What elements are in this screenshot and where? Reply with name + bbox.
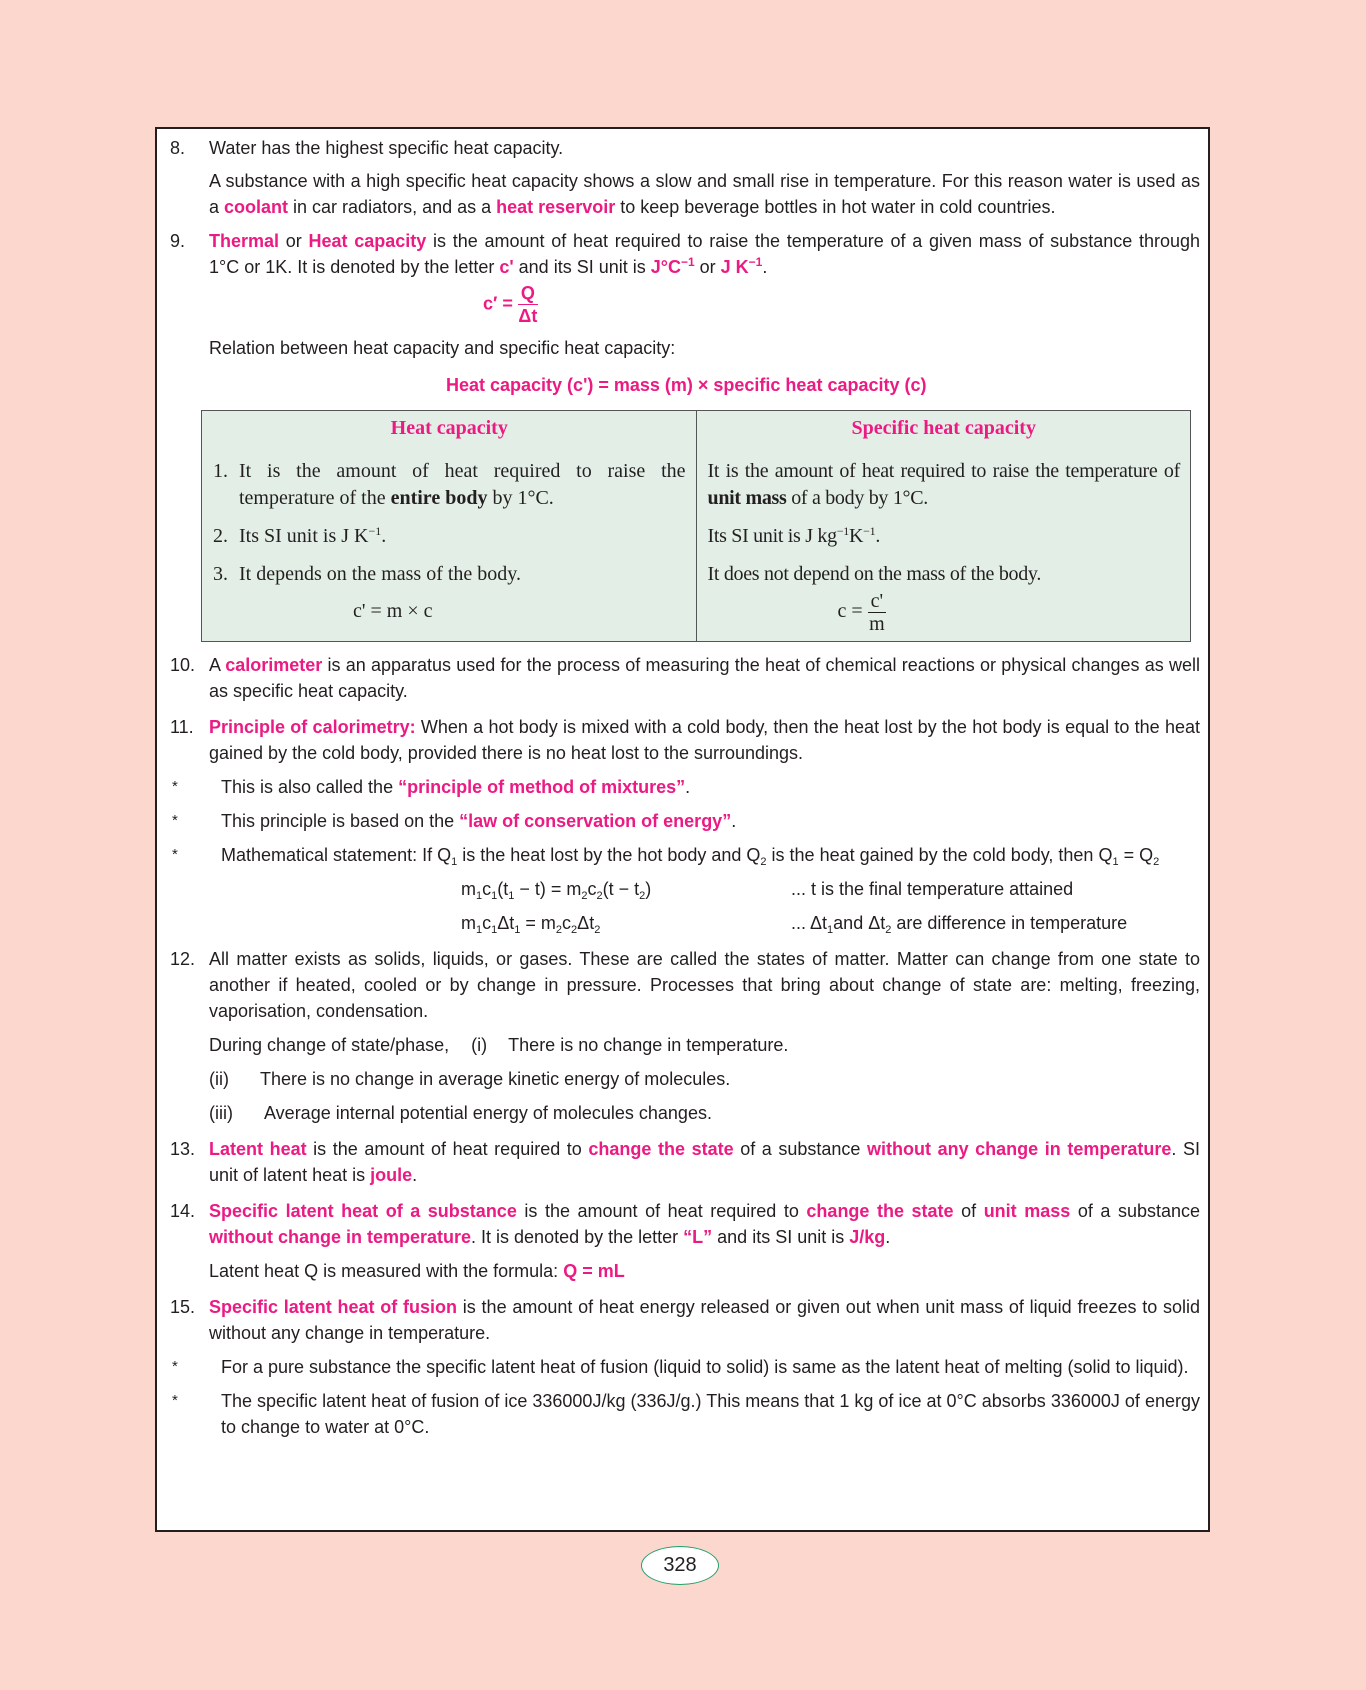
highlight-term: Q = mL (563, 1261, 625, 1281)
subscript: 2 (594, 924, 601, 936)
highlight-term: c' (499, 257, 514, 277)
text-run: Δt (577, 913, 595, 933)
point-text: Average internal potential energy of molecules changes. (264, 1103, 712, 1123)
text-run: . (885, 1227, 891, 1247)
text-run: It is the amount of heat required to raise the temperature of the (239, 460, 686, 509)
formula-heat-capacity (483, 282, 1200, 327)
equation-note (791, 910, 1127, 936)
highlight-term: without change in temperature (209, 1227, 472, 1247)
subscript: 2 (1153, 856, 1160, 868)
denominator: Δt (518, 306, 538, 326)
subscript: 1 (491, 924, 498, 936)
table-formula (838, 590, 1181, 635)
item-number: 8. (170, 138, 186, 158)
relation-formula: Heat capacity (c') = mass (m) × specific heat capacity (c) (446, 375, 927, 395)
item-number: 10. (170, 655, 196, 675)
table-point (708, 458, 1181, 512)
point-text: There is no change in temperature. (508, 1035, 789, 1055)
highlight-term: joule (370, 1165, 413, 1185)
phase-point (209, 1100, 1200, 1126)
highlight-term: −1 (680, 255, 695, 269)
subscript: 2 (885, 924, 892, 936)
text-run: It depends on the mass of the body. (239, 563, 521, 585)
highlight-term: heat reservoir (496, 197, 616, 217)
subscript: 2 (760, 856, 767, 868)
text-run: is the heat lost by the hot body and Q (457, 845, 761, 865)
formula-lhs: c = (837, 600, 863, 623)
table-point (708, 561, 1181, 588)
item-number: 12. (170, 949, 196, 969)
highlight-term: Thermal (209, 231, 280, 251)
text-run: Δt (497, 913, 515, 933)
highlight-term: J°C (650, 257, 681, 277)
highlight-term: coolant (224, 197, 289, 217)
bullet-item (170, 1354, 1200, 1380)
highlight-term: unit mass (983, 1201, 1071, 1221)
table-point (213, 523, 686, 550)
text-run: entire body (390, 487, 488, 509)
bullet-star-icon: * (172, 778, 178, 795)
text-run: unit mass (707, 487, 787, 509)
text-run: and its SI unit is (712, 1227, 850, 1247)
content-box (155, 127, 1210, 1532)
text-run: (t (497, 879, 509, 899)
text-run: It is the amount of heat required to raise the temperature of (707, 460, 1180, 482)
subscript: 2 (639, 890, 646, 902)
item-number: 15. (170, 1297, 196, 1317)
paragraph (209, 168, 1200, 220)
bullet-item (170, 1388, 1200, 1440)
text-run: . SI unit of latent heat is (209, 1139, 1200, 1185)
item-number: 13. (170, 1139, 196, 1159)
highlight-term: −1 (748, 255, 763, 269)
text-run: . (381, 525, 387, 547)
text-run: c (587, 879, 597, 899)
subscript: 1 (476, 890, 483, 902)
math-line (209, 876, 1200, 902)
point-number: (i) (471, 1035, 488, 1055)
text-run: = m (520, 913, 556, 933)
subscript: 2 (581, 890, 588, 902)
numerator: Q (518, 282, 538, 305)
table-header: Heat capacity (202, 411, 697, 449)
text-run: Its SI unit is J kg (707, 525, 837, 547)
text-run: m (461, 913, 476, 933)
text-run: by 1°C. (487, 487, 554, 509)
point-number: (iii) (209, 1103, 233, 1123)
text-run: to keep beverage bottles in hot water in cold countries. (615, 197, 1056, 217)
text-run: ... t is the final temperature attained (791, 879, 1074, 899)
text-run: is an apparatus used for the process of measuring the heat of chemical reactions or physical changes as well as specific heat capacity. (209, 655, 1201, 701)
phase-point (209, 1066, 1200, 1092)
paragraph (209, 714, 1200, 766)
item-15 (170, 1294, 1200, 1440)
text-run: of (953, 1201, 984, 1221)
text-run: are difference in temperature (891, 913, 1128, 933)
superscript: −1 (368, 524, 382, 538)
text-run: The specific latent heat of fusion of ice 336000J/kg (336J/g.) This means that 1 kg of ice at 0°C absorbs 336000J of energy to change to water at 0°C. (221, 1391, 1200, 1437)
highlight-term: J/kg (849, 1227, 886, 1247)
highlight-term: Latent heat (209, 1139, 307, 1159)
text-run: c (562, 913, 572, 933)
text-run: Mathematical statement: If Q (221, 845, 452, 865)
highlight-term: J K (720, 257, 749, 277)
item-9 (170, 228, 1200, 642)
text-run: . It is denoted by the letter (471, 1227, 684, 1247)
text-run: . (762, 257, 768, 277)
text-run: is the amount of heat required to (516, 1201, 807, 1221)
latent-heat-formula (209, 1258, 1200, 1284)
paragraph (209, 1294, 1200, 1346)
equation (209, 910, 791, 936)
highlight-term: without any change in temperature (867, 1139, 1172, 1159)
paragraph (209, 1198, 1200, 1250)
phase-change-lead (209, 1032, 1200, 1058)
formula-lhs: c′ = (483, 293, 513, 314)
superscript: −1 (836, 524, 849, 538)
text-run: of a body by 1°C. (786, 487, 928, 509)
paragraph (209, 135, 1200, 161)
text-run: m (461, 879, 476, 899)
point-number: 1. (213, 460, 228, 482)
text-run: = Q (1118, 845, 1154, 865)
point-number: 2. (213, 525, 228, 547)
text-run: and its SI unit is (513, 257, 651, 277)
paragraph (209, 652, 1200, 704)
item-11 (170, 714, 1200, 936)
text-run: (t − t (602, 879, 640, 899)
subscript: 2 (571, 924, 578, 936)
bullet-item (170, 842, 1200, 868)
subscript: 1 (514, 924, 521, 936)
relation-text: Relation between heat capacity and specific heat capacity: (209, 338, 676, 358)
text-run: It does not depend on the mass of the body. (707, 563, 1042, 585)
text-run: . (731, 811, 737, 831)
text-run: and Δt (833, 913, 886, 933)
table-formula: c' = m × c (353, 600, 433, 622)
highlight-term: Specific latent heat of fusion (209, 1297, 458, 1317)
subscript: 1 (476, 924, 483, 936)
fraction (518, 282, 538, 327)
subscript: 1 (1112, 856, 1119, 868)
text-run: This principle is based on the (221, 811, 460, 831)
point-text: There is no change in average kinetic energy of molecules. (260, 1069, 731, 1089)
highlight-term: Heat capacity (308, 231, 427, 251)
highlight-term: Principle of calorimetry: (209, 717, 416, 737)
bullet-item (170, 808, 1200, 834)
math-line (209, 910, 1200, 936)
fraction (868, 590, 886, 635)
text-run: Water has the highest specific heat capacity. (209, 138, 564, 158)
subscript: 2 (596, 890, 603, 902)
text-run: A (209, 655, 226, 675)
highlight-term: change the state (588, 1139, 734, 1159)
highlight-term: change the state (806, 1201, 954, 1221)
bullet-star-icon: * (172, 1358, 178, 1375)
item-12 (170, 946, 1200, 1126)
comparison-table (201, 410, 1191, 642)
subscript: 1 (827, 924, 834, 936)
point-number: 3. (213, 563, 228, 585)
text-run: . (875, 525, 881, 547)
lead-text: During change of state/phase, (209, 1035, 450, 1055)
table-header: Specific heat capacity (696, 411, 1191, 449)
subscript: 1 (508, 890, 515, 902)
bullet-star-icon: * (172, 812, 178, 829)
text-run: ) (645, 879, 652, 899)
text-run: Its SI unit is J K (239, 525, 369, 547)
paragraph (209, 1136, 1200, 1188)
table-point (708, 523, 1181, 550)
highlight-term: “L” (683, 1227, 713, 1247)
bullet-star-icon: * (172, 846, 178, 863)
point-number: (ii) (209, 1069, 229, 1089)
text-run: When a hot body is mixed with a cold body, then the heat lost by the hot body is equal to the heat gained by the cold body, provided there is no heat lost to the surroundings. (209, 717, 1200, 763)
text-run: or (279, 231, 309, 251)
bullet-star-icon: * (172, 1392, 178, 1409)
table-cell-heat-capacity (202, 448, 697, 642)
text-run: is the amount of heat required to raise the temperature of a given mass of substance through 1°C or 1K. It is denoted by the letter (209, 231, 1200, 277)
numerator: c' (868, 590, 886, 613)
text-run: of a substance (1070, 1201, 1200, 1221)
text-run: For a pure substance the specific latent heat of fusion (liquid to solid) is same as the latent heat of melting (solid to liquid). (221, 1357, 1189, 1377)
paragraph (209, 946, 1200, 1024)
text-run: c (482, 879, 492, 899)
page-number: 328 (641, 1546, 719, 1585)
paragraph (209, 228, 1200, 280)
highlight-term: calorimeter (225, 655, 323, 675)
item-13 (170, 1136, 1200, 1188)
item-number: 14. (170, 1201, 196, 1221)
subscript: 1 (451, 856, 458, 868)
denominator: m (869, 613, 885, 635)
bullet-item (170, 774, 1200, 800)
text-run: ... Δt (791, 913, 828, 933)
text-run: . (685, 777, 691, 797)
text-run: of a substance (733, 1139, 868, 1159)
item-number: 9. (170, 231, 186, 251)
highlight-term: “law of conservation of energy” (459, 811, 732, 831)
text-run: This is also called the (221, 777, 399, 797)
text-run: A substance with a high specific heat capacity shows a slow and small rise in temperature. For this reason water is used as a (209, 171, 1200, 217)
equation-note (791, 876, 1073, 902)
text-run: All matter exists as solids, liquids, or gases. These are called the states of matter. Matter can change from one state to another if heated, cooled or by change in pressure. Processes that bring about change of state are: melting, freezing, vaporisation, condensation. (209, 949, 1200, 1021)
text-run: K (849, 525, 864, 547)
text-run: is the amount of heat required to (306, 1139, 589, 1159)
text-run: − t) = m (514, 879, 582, 899)
highlight-term: Specific latent heat of a substance (209, 1201, 517, 1221)
highlight-term: “principle of method of mixtures” (398, 777, 686, 797)
text-run: is the heat gained by the cold body, then Q (766, 845, 1113, 865)
equation (209, 876, 791, 902)
table-cell-specific-heat-capacity (696, 448, 1191, 642)
text-run: or (694, 257, 721, 277)
item-10 (170, 652, 1200, 704)
subscript: 2 (555, 924, 563, 936)
table-point (213, 561, 686, 588)
subscript: 1 (491, 890, 498, 902)
item-14 (170, 1198, 1200, 1284)
text-run: c (482, 913, 492, 933)
text-run: . (412, 1165, 418, 1185)
item-number: 11. (170, 717, 194, 737)
text-run: is the amount of heat energy released or given out when unit mass of liquid freezes to solid without any change in temperature. (209, 1297, 1201, 1343)
text-run: Latent heat Q is measured with the formula: (209, 1261, 564, 1281)
text-run: in car radiators, and as a (288, 197, 497, 217)
table-point (213, 458, 686, 512)
superscript: −1 (863, 524, 876, 538)
item-8 (170, 135, 1200, 220)
